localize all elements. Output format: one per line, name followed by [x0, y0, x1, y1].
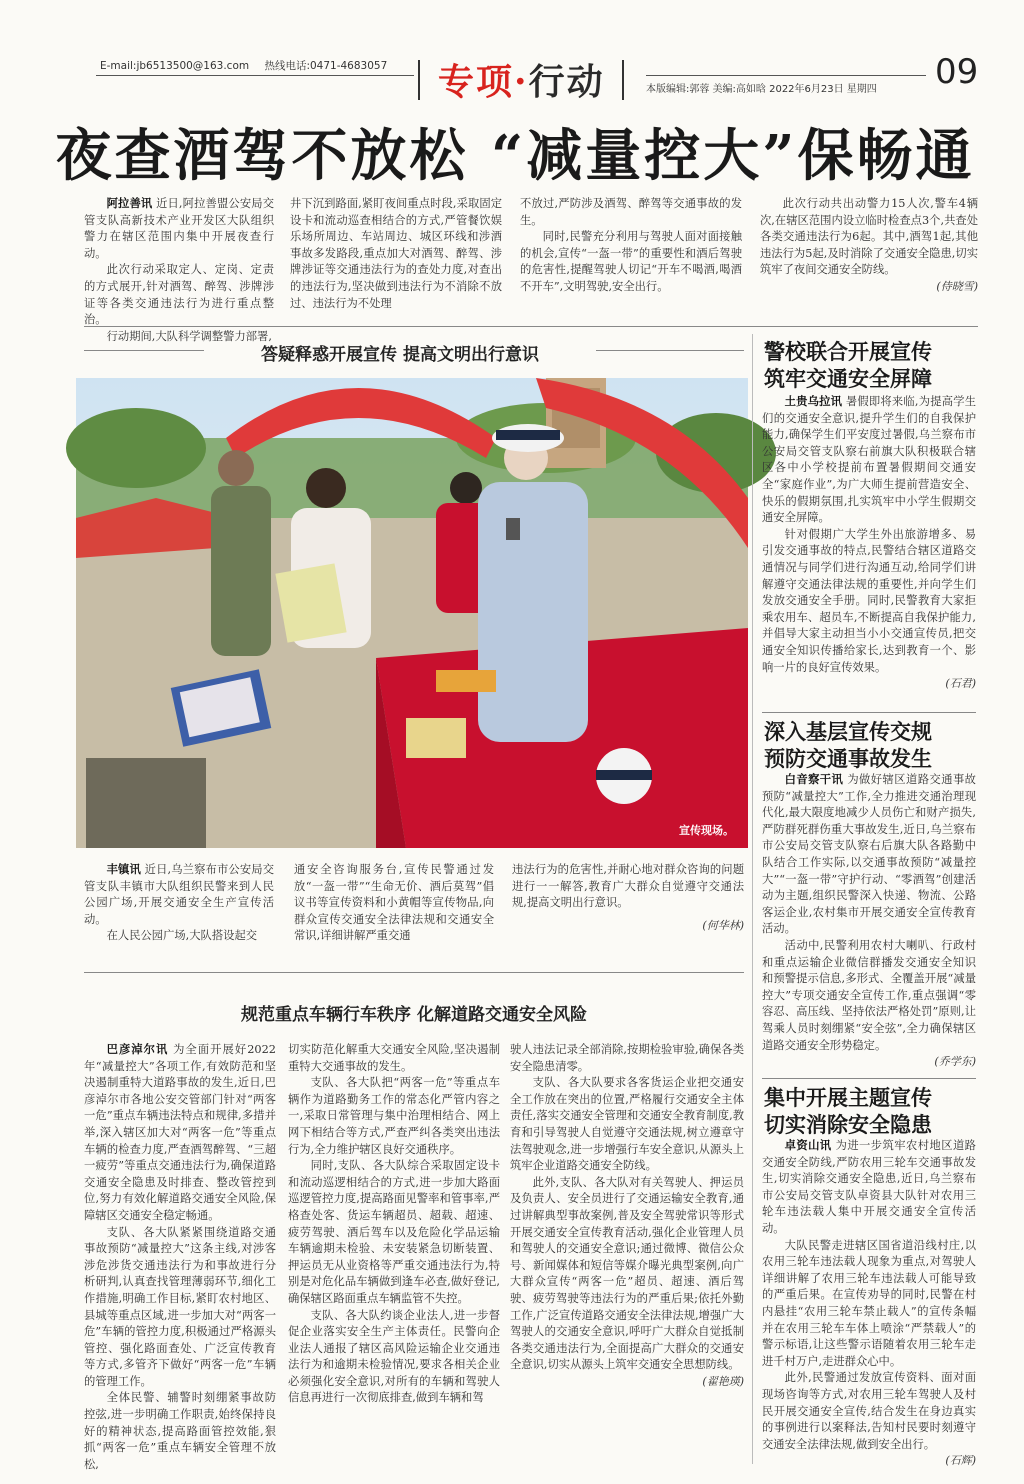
- article3-text9: 支队、各大队要求各客货运企业把交通安全工作放在突出的位置,严格履行交通安全主体责任,落实交通安全管理和交通安全教育制度,教育和引导驾驶人自觉遵守交通法规,树立遵章守法驾驶观念,进一步增强行车安全意识,从源头上筑牢企业道路交通安全防线。: [510, 1076, 744, 1173]
- side3-title: [764, 1084, 932, 1138]
- article3-text4: 切实防范化解重大交通安全风险,坚决遏制重特大交通事故的发生。: [288, 1043, 500, 1073]
- side3-text3: 此外,民警通过发放宣传资料、面对面现场咨询等方式,对农用三轮车驾驶人及村民开展交通安全宣传,结合发生在身边真实的事例进行以案释法,告知村民要时刻遵守交通安全法律法规,做到安全出行。: [762, 1371, 976, 1451]
- side2-dateline: 白音察干讯: [784, 773, 844, 786]
- side1-dateline: 土贵乌拉讯: [784, 395, 843, 408]
- article2-text2: 在人民公园广场,大队搭设起交: [106, 929, 258, 943]
- article3-text7: 支队、各大队约谈企业法人,进一步督促企业落实安全生产主体责任。民警向企业法人通报了辖区高风险运输企业交通违法行为和逾期未检验情况,要求各相关企业必须强化安全意识,对所有的车辆和驾驶人信息再进行一次彻底排查,做到车辆和驾: [288, 1308, 500, 1405]
- article1-dateline: 阿拉善讯: [106, 197, 153, 210]
- article3-text1: 为全面开展好2022年“减量控大”各项工作,有效防范和坚决遏制重特大道路事故的发生,近日,巴彦淖尔市各地公安交管部门针对“两客一危”重点车辆违法特点和规律,多措并举,深入辖区加大对“两客一危”等重点车辆的检查力度,严查酒驾醉驾、“三超一疲劳”等重点交通违法行为,确保道路交通安全隐患及时排查、整改管控到位,努力有效化解道路交通安全风险,保障辖区交通安全稳定畅通。: [84, 1043, 276, 1222]
- article1-col2: [290, 196, 502, 314]
- article1-text5: 不放过,严防涉及酒驾、醉驾等交通事故的发生。: [520, 197, 742, 227]
- side2-text2: 活动中,民警利用农村大喇叭、行政村和重点运输企业微信群播发交通安全知识和预警提示信息,多形式、全覆盖开展“减量控大”专项交通安全宣传工作,重点强调“零容忍、高压线、坚持依法严格处罚”原则,让驾乘人员时刻绷紧“安全弦”,全力确保辖区道路交通安全形势稳定。: [762, 938, 976, 1052]
- article1-text1: 近日,阿拉善盟公安局交管支队高新技术产业开发区大队组织警力在辖区范围内集中开展夜查行动。: [84, 197, 274, 260]
- header-email: E-mail:jb6513500@163.com: [100, 60, 250, 72]
- article2-title: 答疑释惑开展宣传 提高文明出行意识: [261, 345, 539, 365]
- article3-text2: 支队、各大队紧紧围绕道路交通事故预防“减量控大”这条主线,对涉客涉危涉货交通违法行为和事故进行分析研判,认真查找管理薄弱环节,细化工作措施,明确工作目标,紧盯农村地区、县城等重点区域,进一步加大对“两客一危”车辆的管控力度,积极通过严格源头管控、强化路面查处、广泛宣传教育等方式,多管齐下做好“两客一危”车辆的管理工作。: [84, 1225, 276, 1388]
- article3-col2: [288, 1042, 500, 1462]
- side3-text1: 为进一步筑牢农村地区道路交通安全防线,严防农用三轮车交通事故发生,切实消除交通安全隐患,近日,乌兰察布市公安局交管支队卓资县大队针对农用三轮车违法载人集中开展交通安全宣传活动。: [762, 1139, 976, 1235]
- article2-col3: [512, 862, 744, 960]
- side1-title: [764, 338, 932, 392]
- article3-title: 规范重点车辆行车秩序 化解道路交通安全风险: [241, 1005, 587, 1025]
- article1-text2: 此次行动采取定人、定岗、定责的方式展开,针对酒驾、醉驾、涉牌涉证等各类交通违法行为进行重点整治。: [84, 263, 274, 327]
- side2-title: [764, 718, 932, 772]
- main-headline: 夜查酒驾不放松 “减量控大”保畅通: [55, 123, 975, 189]
- header-hotline: 热线电话:0471-4683057: [264, 60, 388, 72]
- article1-author: (侍晓雪): [936, 279, 978, 293]
- article1-col3: [520, 196, 742, 314]
- side3-title-line1: 集中开展主题宣传: [764, 1085, 932, 1110]
- side2-author: (乔学东): [934, 1055, 976, 1069]
- section-title-black: 行动: [528, 61, 605, 103]
- article2-title-rule-right: [596, 350, 744, 351]
- side1-body: [762, 394, 976, 708]
- side3-dateline: 卓资山讯: [784, 1139, 832, 1152]
- side2-body: [762, 772, 976, 1074]
- article3-text3: 全体民警、辅警时刻绷紧事故防控弦,进一步明确工作职责,始终保持良好的精神状态,提高路面管控效能,狠抓“两客一危”重点车辆安全管理不放松,: [84, 1391, 276, 1471]
- article3-col1: [84, 1042, 276, 1471]
- article3-dateline: 巴彦淖尔讯: [106, 1043, 169, 1056]
- article2-col1: [84, 862, 274, 960]
- side-divider-1: [762, 712, 976, 713]
- article2-photo: [76, 378, 748, 848]
- side1-text1: 暑假即将来临,为提高学生们的交通安全意识,提升学生们的自我保护能力,确保学生们平安度过暑假,乌兰察布市公安局交管支队察右前旗大队积极联合辖区各中小学校提前布置暑假期间交通安全“家庭作业”,为广大师生提前营造安全、快乐的假期氛围,扎实筑牢中小学生假期交通安全屏障。: [762, 395, 976, 525]
- article1-col1: [84, 196, 274, 343]
- side1-title-line1: 警校联合开展宣传: [764, 339, 932, 364]
- side2-text1: 为做好辖区道路交通事故预防“减量控大”工作,全力推进交通治理现代化,最大限度地减少人员伤亡和财产损失,严防群死群伤重大事故发生,近日,乌兰察布市公安局交管支队察右后旗大队各路勤中队结合工作实际,以交通事故预防“减量控大”“一盔一带”守护行动、“零酒驾”创建活动为主题,组织民警深入快递、物流、公路客运企业,农村集市开展交通安全宣传教育活动。: [762, 773, 976, 936]
- article2-author: (何华林): [702, 918, 744, 932]
- article2-dateline: 丰镇讯: [106, 863, 141, 876]
- article1-text6: 同时,民警充分利用与驾驶人面对面接触的机会,宣传“一盔一带”的重要性和酒后驾驶的危害性,提醒驾驶人切记“开车不喝酒,喝酒不开车”,文明驾驶,安全出行。: [520, 230, 742, 293]
- article1-text4: 井下沉到路面,紧盯夜间重点时段,采取固定设卡和流动巡查相结合的方式,严管餐饮娱乐场所周边、车站周边、城区环线和涉酒事故多发路段,重点加大对酒驾、醉驾、涉牌涉证等交通违法行为的查处力度,对查出的违法行为,坚决做到违法行为不消除不放过、违法行为不处理: [290, 197, 502, 310]
- article3-author: (翟艳瑛): [702, 1374, 744, 1388]
- photo-scene: [76, 378, 748, 848]
- article2-text1: 近日,乌兰察布市公安局交管支队丰镇市大队组织民警来到人民公园广场,开展交通安全生产宣传活动。: [84, 863, 274, 926]
- section-title-dot: ·: [514, 61, 529, 103]
- article1-col4: [760, 196, 978, 314]
- article1-text3: 行动期间,大队科学调整警力部署,: [106, 329, 272, 343]
- article3-text10: 此外,支队、各大队对有关驾驶人、押运员及负责人、安全员进行了交通运输安全教育,通过讲解典型事故案例,普及安全驾驶常识等形式开展交通安全宣传教育活动,强化企业管理人员和驾驶人的交通安全意识;通过微博、微信公众号、新闻媒体和短信等媒介曝光典型案例,向广大群众宣传“两客一危”超员、超速、酒后驾驶、疲劳驾驶等违法行为的严重后果;依托外勤工作,广泛宣传道路交通安全法律法规,增强广大驾驶人的交通安全意识,呼吁广大群众自觉抵制各类交通违法行为,全面提高广大群众的交通安全意识,切实从源头上筑牢交通安全思想防线。: [510, 1175, 744, 1372]
- section-title: [438, 54, 605, 105]
- page-number: 09: [935, 52, 979, 92]
- article3-col3: [510, 1042, 744, 1462]
- side2-title-line1: 深入基层宣传交规: [764, 719, 932, 744]
- divider-1: [84, 326, 978, 327]
- header-rule-left: [96, 75, 414, 76]
- header-bar-left: [418, 60, 420, 100]
- sidebar-divider: [752, 334, 753, 1464]
- side3-text2: 大队民警走进辖区国省道沿线村庄,以农用三轮车违法载人现象为重点,对驾驶人详细讲解了农用三轮车违法载人可能导致的严重后果。在宣传劝导的同时,民警在村内悬挂“农用三轮车禁止载人”的宣传条幅并在农用三轮车车体上喷涂“严禁载人”的警示标语,让这些警示语随着农用三轮车走进千村万户,走进群众心中。: [762, 1238, 976, 1368]
- side-divider-2: [762, 1078, 976, 1079]
- header-contact: [100, 58, 399, 73]
- article2-text4: 违法行为的危害性,并耐心地对群众咨询的问题进行一一解答,教育广大群众自觉遵守交通法规,提高文明出行意识。: [512, 863, 744, 910]
- article1-text7: 此次行动共出动警力15人次,警车4辆次,在辖区范围内设立临时检查点3个,共查处各类交通违法行为6起。其中,酒驾1起,其他违法行为5起,及时消除了交通安全隐患,切实筑牢了夜间交通安全防线。: [760, 197, 978, 277]
- header-editors: 本版编辑:郭蓉 美编:高如晗 2022年6月23日 星期四: [646, 84, 877, 95]
- side2-title-line2: 预防交通事故发生: [764, 746, 932, 771]
- side1-title-line2: 筑牢交通安全屏障: [764, 366, 932, 391]
- article3-text8: 驶人违法记录全部消除,按期检验审验,确保各类安全隐患清零。: [510, 1043, 744, 1073]
- article3-text6: 同时,支队、各大队综合采取固定设卡和流动巡逻相结合的方式,进一步加大路面巡逻管控力度,提高路面见警率和管事率,严格查处客、货运车辆超员、超载、超速、疲劳驾驶、酒后驾车以及危险化学品运输车辆逾期未检验、未安装紧急切断装置、押运员无从业资格等严重交通违法行为,特别是对危化品车辆做到逢车必查,做好登记,确保辖区路面重点车辆监管不失控。: [288, 1159, 500, 1305]
- article3-text5: 支队、各大队把“两客一危”等重点车辆作为道路勤务工作的常态化严管内容之一,采取日常管理与集中治理相结合、网上网下相结合等方式,严查严纠各类突出违法行为,全力维护辖区良好交通秩序。: [288, 1076, 500, 1156]
- article2-photo-caption: 宣传现场。: [679, 824, 734, 837]
- side1-text2: 针对假期广大学生外出旅游增多、易引发交通事故的特点,民警结合辖区道路交通情况与同学们进行沟通互动,给同学们讲解遵守交通法律法规的重要性,并向学生们发放交通安全手册。同时,民警教育大家拒乘农用车、超员车,不断提高自我保护能力,并倡导大家主动担当小小交通宣传员,把交通安全知识传播给家长,达到教育一个、影响一片的良好宣传效果。: [762, 527, 976, 674]
- article2-title-rule-left: [84, 350, 204, 351]
- divider-2: [84, 972, 744, 973]
- side3-title-line2: 切实消除安全隐患: [764, 1112, 932, 1137]
- header-bar-right: [622, 60, 624, 100]
- side3-body: [762, 1138, 976, 1468]
- article2-col2: [294, 862, 494, 960]
- side1-author: (石君): [945, 677, 976, 691]
- header-rule-right: [646, 75, 926, 76]
- side3-author: (石辉): [945, 1454, 976, 1468]
- section-title-red: 专项: [438, 61, 515, 103]
- article2-text3: 通安全咨询服务台,宣传民警通过发放“一盔一带”“生命无价、酒后莫驾”倡议书等宣传资料和小黄帽等宣传物品,向群众宣传交通安全法律法规和交通安全常识,详细讲解严重交通: [294, 863, 494, 943]
